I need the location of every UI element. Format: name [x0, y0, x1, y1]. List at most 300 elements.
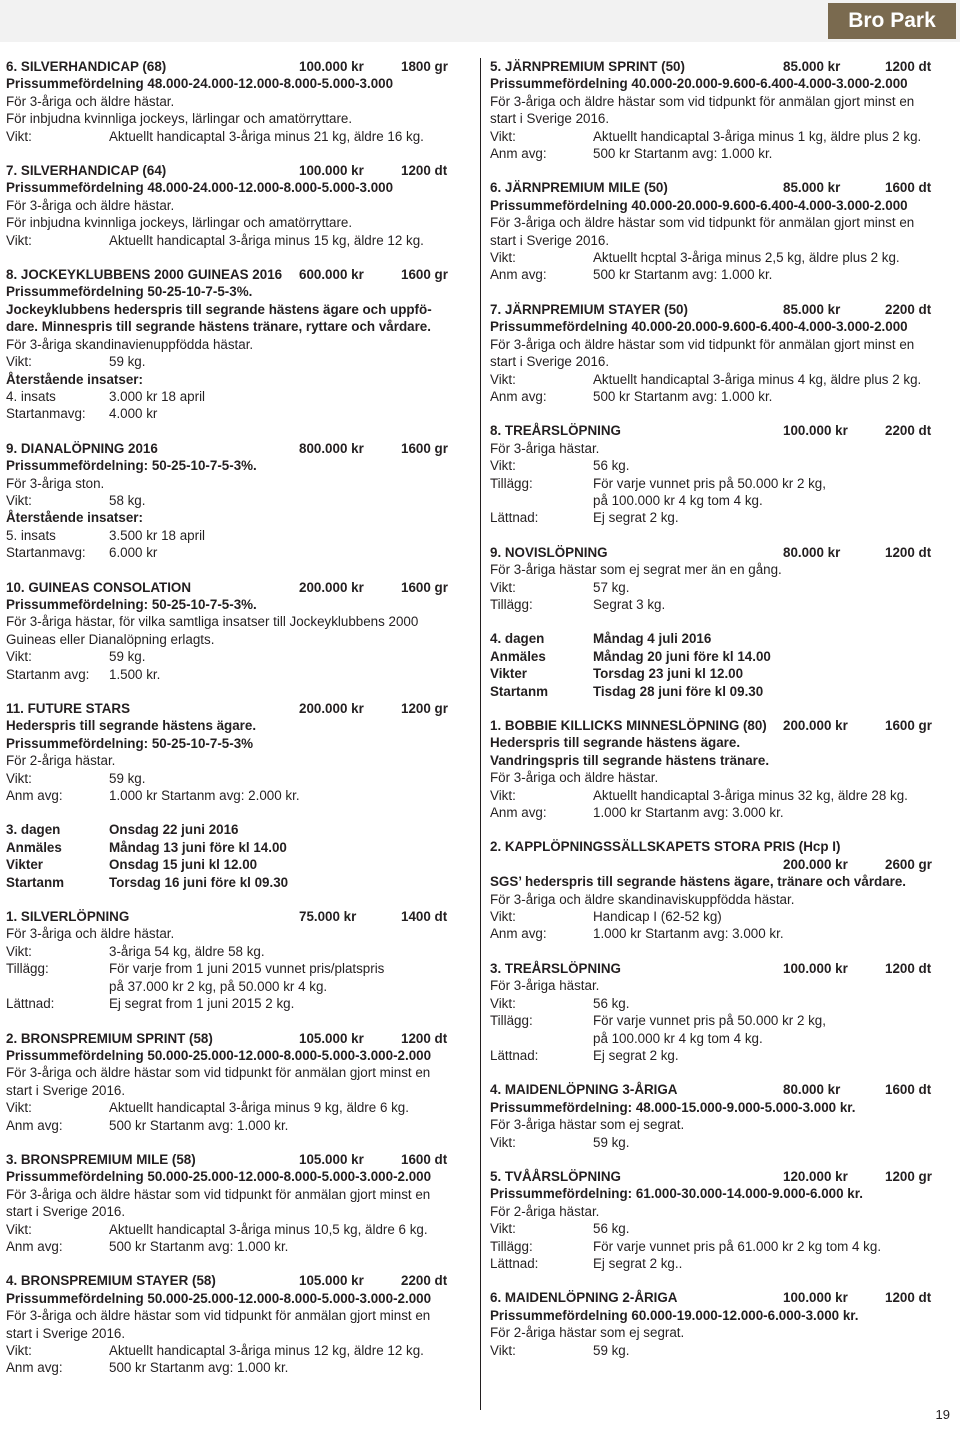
race-distance: 1200 dt — [885, 960, 932, 976]
race-condition-row — [490, 995, 945, 1012]
race-day-label: 4. dagen — [490, 631, 545, 647]
race-prize-info: Jockeyklubbens hederspris till segrande hästens ägare och uppfö- — [6, 301, 432, 317]
race-prize-amount: 105.000 kr — [299, 1151, 364, 1167]
race-condition-row — [490, 804, 945, 821]
condition-value: Ej segrat 2 kg.. — [593, 1255, 683, 1271]
condition-label: Vikt: — [490, 1221, 516, 1237]
condition-value: För varje from 1 juni 2015 vunnet pris/platspris — [109, 961, 385, 977]
condition-value: Aktuellt handicaptal 3-åriga minus 1 kg, äldre plus 2 kg. — [593, 128, 922, 144]
condition-value: på 37.000 kr 2 kg, på 50.000 kr 4 kg. — [109, 978, 328, 994]
race-prize-info: Prissummefördelning: 61.000-30.000-14.000-9.000-6.000 kr. — [490, 1186, 863, 1202]
condition-value: Ej segrat 2 kg. — [593, 510, 679, 526]
race-day-value: Måndag 20 juni före kl 14.00 — [593, 648, 771, 664]
condition-label: Vikt: — [490, 787, 516, 803]
race-distance: 1200 dt — [401, 1030, 448, 1046]
race-prize-info: Prissummefördelning 50-25-10-7-5-3%. — [6, 284, 253, 300]
race-title: 10. GUINEAS CONSOLATION — [6, 579, 192, 595]
race-title: 4. BRONSPREMIUM STAYER (58) — [6, 1273, 216, 1289]
condition-label: Vikt: — [6, 232, 32, 248]
race-condition-row — [490, 1030, 945, 1047]
condition-value: 500 kr Startanm avg: 1.000 kr. — [109, 1117, 289, 1133]
race-condition-row — [6, 787, 461, 804]
race-distance: 1200 dt — [885, 1290, 932, 1306]
race-title: 5. JÄRNPREMIUM SPRINT (50) — [490, 59, 685, 74]
race-title: 7. SILVERHANDICAP (64) — [6, 163, 167, 179]
condition-value: 57 kg. — [593, 579, 630, 595]
race-title-row — [6, 440, 461, 457]
race-description: För 2-åriga hästar. — [490, 1203, 600, 1219]
condition-value: Aktuellt handicaptal 3-åriga minus 32 kg, äldre 28 kg. — [593, 787, 908, 803]
race-distance: 1600 gr — [401, 267, 448, 283]
condition-label: 4. insats — [6, 388, 56, 404]
race-prize-amount: 105.000 kr — [299, 1030, 364, 1046]
race-prize-info: Återstående insatser: — [6, 371, 143, 387]
condition-value: Aktuellt hcptal 3-åriga minus 2,5 kg, äldre plus 2 kg. — [593, 250, 900, 266]
race-condition-row — [6, 128, 461, 145]
condition-label: Vikt: — [6, 770, 32, 786]
condition-value: Ej segrat from 1 juni 2015 2 kg. — [109, 996, 295, 1012]
race-title: 7. JÄRNPREMIUM STAYER (50) — [490, 301, 688, 317]
race-condition-row — [490, 266, 945, 283]
race-prize-amount: 200.000 kr — [783, 856, 848, 872]
race-title: 5. TVÅÅRSLÖPNING — [490, 1168, 621, 1184]
race-block — [6, 1030, 461, 1134]
race-prize-info: Hederspris till segrande hästens ägare. — [6, 718, 257, 734]
race-prize-amount: 600.000 kr — [299, 267, 364, 283]
race-description: För inbjudna kvinnliga jockeys, lärlingar och amatörryttare. — [6, 215, 353, 231]
condition-value: 3.000 kr 18 april — [109, 388, 206, 404]
race-distance: 1200 dt — [885, 59, 932, 74]
race-prize-info: Prissummefördelning 50.000-25.000-12.000-8.000-5.000-3.000-2.000 — [6, 1047, 432, 1063]
race-description: start i Sverige 2016. — [490, 232, 610, 248]
race-description: För 3-åriga och äldre hästar som vid tidpunkt för anmälan gjort minst en — [490, 336, 915, 352]
condition-label: Vikt: — [6, 128, 32, 144]
race-title-row — [6, 700, 461, 717]
condition-label: Vikt: — [6, 354, 32, 370]
race-condition-row — [490, 925, 945, 942]
race-prize-amount: 85.000 kr — [783, 59, 841, 74]
condition-value: på 100.000 kr 4 kg tom 4 kg. — [593, 1030, 763, 1046]
race-description: start i Sverige 2016. — [490, 354, 610, 370]
race-day-block — [490, 630, 945, 700]
race-prize-info: Prissummefördelning 60.000-19.000-12.000-6.000-3.000 kr. — [490, 1307, 859, 1323]
race-condition-row — [6, 232, 461, 249]
race-condition-row — [490, 371, 945, 388]
race-prize-info: Prissummefördelning: 48.000-15.000-9.000-5.000-3.000 kr. — [490, 1099, 856, 1115]
condition-label: Lättnad: — [490, 1047, 539, 1063]
race-title: 3. TREÅRSLÖPNING — [490, 960, 621, 976]
race-day-label: Vikter — [6, 857, 43, 873]
condition-label: Startanmavg: — [6, 406, 86, 422]
race-description: För 3-åriga och äldre skandinaviskuppfödda hästar. — [490, 891, 795, 907]
race-block — [6, 266, 461, 423]
race-prize-amount: 80.000 kr — [783, 544, 841, 560]
race-title-row — [490, 422, 945, 439]
condition-value: 58 kg. — [109, 492, 146, 508]
race-day-value: Torsdag 16 juni före kl 09.30 — [109, 874, 289, 890]
race-prize-info: Prissummefördelning: 50-25-10-7-5-3%. — [6, 458, 257, 474]
condition-value: Aktuellt handicaptal 3-åriga minus 10,5 kg, äldre 6 kg. — [109, 1221, 428, 1237]
race-title-row — [6, 908, 461, 925]
condition-label: Vikt: — [490, 995, 516, 1011]
race-title: 9. NOVISLÖPNING — [490, 544, 608, 560]
race-block — [490, 301, 945, 405]
race-description: För 3-åriga och äldre hästar som vid tidpunkt för anmälan gjort minst en — [6, 1308, 431, 1324]
condition-label: Tillägg: — [490, 475, 533, 491]
race-distance: 1600 gr — [401, 579, 448, 595]
condition-value: Aktuellt handicaptal 3-åriga minus 4 kg, äldre plus 2 kg. — [593, 371, 922, 387]
race-title: 6. SILVERHANDICAP (68) — [6, 59, 167, 74]
race-description: För 3-åriga och äldre hästar som vid tidpunkt för anmälan gjort minst en — [6, 1186, 431, 1202]
race-description: För 3-åriga hästar som ej segrat. — [490, 1117, 685, 1133]
condition-value: Ej segrat 2 kg. — [593, 1047, 679, 1063]
race-day-label: Startanm — [6, 874, 65, 890]
condition-value: 500 kr Startanm avg: 1.000 kr. — [593, 267, 773, 283]
race-block — [490, 717, 945, 821]
race-block — [490, 422, 945, 526]
race-block — [6, 908, 461, 1012]
race-description: start i Sverige 2016. — [490, 111, 610, 127]
race-prize-amount: 100.000 kr — [299, 163, 364, 179]
race-condition-row — [6, 353, 461, 370]
race-title-row — [490, 960, 945, 977]
race-condition-row — [490, 1238, 945, 1255]
condition-label: Vikt: — [6, 1343, 32, 1358]
condition-label: Startanm avg: — [6, 666, 90, 682]
condition-label: Vikt: — [490, 1342, 516, 1358]
condition-value: 56 kg. — [593, 458, 630, 474]
race-condition-row — [6, 995, 461, 1012]
condition-label — [6, 978, 109, 995]
condition-label: Vikt: — [6, 1221, 32, 1237]
condition-label: Vikt: — [490, 909, 516, 925]
race-title-row — [490, 179, 945, 196]
race-day-row — [6, 856, 461, 873]
condition-value: Handicap I (62-52 kg) — [593, 909, 722, 925]
race-condition-row — [490, 1220, 945, 1237]
race-prize-info: Prissummefördelning 40.000-20.000-9.600-6.400-4.000-3.000-2.000 — [490, 319, 908, 335]
race-prize-info: Prissummefördelning: 50-25-10-7-5-3%. — [6, 596, 257, 612]
race-day-value: Onsdag 22 juni 2016 — [109, 822, 239, 838]
condition-value: 6.000 kr — [109, 545, 158, 561]
race-description: För 3-åriga hästar. — [490, 978, 600, 994]
race-condition-row — [6, 1359, 461, 1376]
race-distance: 2200 dt — [401, 1273, 448, 1289]
condition-label: Tillägg: — [490, 1238, 533, 1254]
condition-label — [490, 1030, 593, 1047]
condition-label: Vikt: — [490, 458, 516, 474]
race-condition-row — [490, 1134, 945, 1151]
condition-value: 3-åriga 54 kg, äldre 58 kg. — [109, 943, 265, 959]
race-condition-row — [6, 1099, 461, 1116]
column-divider — [480, 58, 481, 1410]
race-description: start i Sverige 2016. — [6, 1325, 126, 1341]
condition-value: 56 kg. — [593, 995, 630, 1011]
condition-label: Vikt: — [490, 1134, 516, 1150]
condition-value: Aktuellt handicaptal 3-åriga minus 21 kg, äldre 16 kg. — [109, 128, 424, 144]
condition-value: 59 kg. — [593, 1134, 630, 1150]
race-description: För inbjudna kvinnliga jockeys, lärlingar och amatörryttare. — [6, 111, 353, 127]
race-prize-info: Prissummefördelning: 50-25-10-7-5-3% — [6, 735, 254, 751]
condition-value: 500 kr Startanm avg: 1.000 kr. — [593, 146, 773, 162]
race-day-row — [6, 839, 461, 856]
race-condition-row — [490, 145, 945, 162]
race-day-row — [490, 665, 945, 682]
brand-label: Bro Park — [828, 3, 956, 39]
condition-label: Vikt: — [490, 250, 516, 266]
race-prize-amount: 100.000 kr — [783, 960, 848, 976]
race-title-row — [490, 717, 945, 734]
race-block — [6, 1151, 461, 1255]
condition-value: 1.000 kr Startanm avg: 3.000 kr. — [593, 926, 784, 942]
race-description: För 3-åriga och äldre hästar. — [6, 197, 175, 213]
race-condition-row — [490, 579, 945, 596]
race-title-row — [490, 1081, 945, 1098]
race-title-row — [490, 58, 945, 75]
race-title-prize — [490, 856, 945, 873]
race-block — [6, 579, 461, 683]
race-day-row — [6, 874, 461, 891]
condition-value: 1.500 kr. — [109, 666, 161, 682]
race-day-label: Vikter — [490, 666, 527, 682]
race-prize-amount: 200.000 kr — [299, 579, 364, 595]
race-block — [490, 838, 945, 942]
race-block — [6, 58, 461, 145]
race-condition-row — [6, 388, 461, 405]
race-title: 3. BRONSPREMIUM MILE (58) — [6, 1151, 196, 1167]
race-title-row — [6, 266, 461, 283]
race-condition-row — [490, 475, 945, 492]
race-day-value: Måndag 4 juli 2016 — [593, 631, 712, 647]
race-title: 11. FUTURE STARS — [6, 701, 131, 716]
condition-label: Tillägg: — [6, 961, 49, 977]
race-condition-row — [490, 908, 945, 925]
race-day-value: Onsdag 15 juni kl 12.00 — [109, 857, 258, 873]
race-description: Guineas eller Dianalöpning erlagts. — [6, 631, 215, 647]
condition-value: 500 kr Startanm avg: 1.000 kr. — [109, 1360, 289, 1376]
race-title-row — [6, 1151, 461, 1168]
race-description: För 3-åriga och äldre hästar. — [490, 770, 659, 786]
condition-value: 59 kg. — [593, 1342, 630, 1358]
right-column — [490, 58, 945, 1376]
race-block — [6, 162, 461, 249]
race-condition-row — [6, 405, 461, 422]
race-prize-amount: 80.000 kr — [783, 1082, 841, 1098]
race-distance: 2600 gr — [885, 856, 932, 872]
condition-label: Vikt: — [6, 1100, 32, 1116]
race-distance: 1600 gr — [401, 440, 448, 456]
condition-label: Anm avg: — [6, 1360, 63, 1376]
race-description: För 3-åriga och äldre hästar som vid tidpunkt för anmälan gjort minst en — [490, 215, 915, 231]
condition-label: Tillägg: — [490, 1013, 533, 1029]
race-condition-row — [490, 1342, 945, 1359]
race-condition-row — [6, 666, 461, 683]
race-title-row — [6, 1030, 461, 1047]
race-block — [6, 700, 461, 804]
race-condition-row — [490, 128, 945, 145]
condition-label: Anm avg: — [490, 926, 547, 942]
race-title-row — [490, 544, 945, 561]
race-title: 1. SILVERLÖPNING — [6, 909, 130, 925]
race-title: 4. MAIDENLÖPNING 3-ÅRIGA — [490, 1082, 678, 1098]
race-condition-row — [490, 596, 945, 613]
race-distance: 1600 gr — [885, 718, 932, 733]
race-prize-amount: 75.000 kr — [299, 909, 357, 925]
race-block — [490, 544, 945, 614]
race-distance: 1200 gr — [885, 1168, 932, 1184]
condition-value: 500 kr Startanm avg: 1.000 kr. — [109, 1238, 289, 1254]
race-condition-row — [490, 249, 945, 266]
race-condition-row — [490, 457, 945, 474]
race-title-row — [490, 301, 945, 318]
left-column — [6, 58, 461, 1394]
condition-value: Segrat 3 kg. — [593, 596, 666, 612]
race-title: 8. TREÅRSLÖPNING — [490, 423, 621, 439]
race-title: 8. JOCKEYKLUBBENS 2000 GUINEAS 2016 — [6, 267, 283, 283]
race-condition-row — [490, 492, 945, 509]
race-block — [490, 1289, 945, 1359]
race-description: För 3-åriga och äldre hästar. — [6, 926, 175, 942]
race-day-row — [490, 648, 945, 665]
race-day-value: Tisdag 28 juni före kl 09.30 — [593, 683, 764, 699]
condition-value: 1.000 kr Startanm avg: 2.000 kr. — [109, 788, 300, 804]
race-day-value: Torsdag 23 juni kl 12.00 — [593, 666, 744, 682]
condition-label: Anm avg: — [6, 788, 63, 804]
race-block — [6, 1272, 461, 1376]
race-condition-row — [6, 544, 461, 561]
race-title-row — [6, 1272, 461, 1289]
race-prize-info: Prissummefördelning 50.000-25.000-12.000-8.000-5.000-3.000-2.000 — [6, 1169, 432, 1185]
race-block — [490, 1081, 945, 1151]
race-description: För 3-åriga och äldre hästar som vid tidpunkt för anmälan gjort minst en — [6, 1065, 431, 1081]
race-prize-info: Prissummefördelning 48.000-24.000-12.000-8.000-5.000-3.000 — [6, 76, 394, 92]
condition-label: Anm avg: — [490, 388, 547, 404]
condition-value: 59 kg. — [109, 770, 146, 786]
race-day-row — [490, 630, 945, 647]
race-title: 6. MAIDENLÖPNING 2-ÅRIGA — [490, 1290, 678, 1306]
race-distance: 2200 dt — [885, 423, 932, 439]
race-distance: 1600 dt — [885, 180, 932, 196]
race-condition-row — [490, 388, 945, 405]
race-distance: 1800 gr — [401, 59, 448, 74]
race-block — [490, 1168, 945, 1272]
condition-value: 3.500 kr 18 april — [109, 527, 206, 543]
race-condition-row — [490, 1047, 945, 1064]
race-description: För 3-åriga och äldre hästar. — [6, 93, 175, 109]
race-condition-row — [490, 787, 945, 804]
race-condition-row — [6, 527, 461, 544]
race-condition-row — [6, 770, 461, 787]
race-prize-info: Prissummefördelning 40.000-20.000-9.600-6.400-4.000-3.000-2.000 — [490, 197, 908, 213]
race-prize-amount: 200.000 kr — [299, 701, 364, 716]
race-title-row — [6, 579, 461, 596]
race-day-value: Måndag 13 juni före kl 14.00 — [109, 839, 287, 855]
race-title-row — [490, 1168, 945, 1185]
race-title-row — [490, 1289, 945, 1306]
race-title: 9. DIANALÖPNING 2016 — [6, 440, 158, 456]
race-description: För 3-åriga ston. — [6, 475, 105, 491]
condition-label: Tillägg: — [490, 596, 533, 612]
race-description: start i Sverige 2016. — [6, 1082, 126, 1098]
race-condition-row — [6, 1342, 461, 1359]
race-prize-info: Prissummefördelning 48.000-24.000-12.000-8.000-5.000-3.000 — [6, 180, 394, 196]
page-number: 19 — [935, 1407, 950, 1422]
race-prize-amount: 100.000 kr — [783, 423, 848, 439]
race-prize-info: SGS’ hederspris till segrande hästens ägare, tränare och vårdare. — [490, 874, 907, 890]
race-prize-info: Prissummefördelning 40.000-20.000-9.600-6.400-4.000-3.000-2.000 — [490, 76, 908, 92]
condition-value: 500 kr Startanm avg: 1.000 kr. — [593, 388, 773, 404]
condition-label: Vikt: — [6, 492, 32, 508]
race-distance: 1200 gr — [401, 701, 448, 716]
race-condition-row — [6, 1117, 461, 1134]
race-description: För 3-åriga hästar. — [490, 440, 600, 456]
condition-label — [490, 492, 593, 509]
condition-value: För varje vunnet pris på 61.000 kr 2 kg tom 4 kg. — [593, 1238, 882, 1254]
race-condition-row — [490, 1012, 945, 1029]
condition-value: För varje vunnet pris på 50.000 kr 2 kg, — [593, 1013, 826, 1029]
race-day-row — [6, 821, 461, 838]
race-prize-amount: 120.000 kr — [783, 1168, 848, 1184]
race-prize-info: Hederspris till segrande hästens ägare. — [490, 735, 741, 751]
race-title-row — [6, 162, 461, 179]
condition-label: Anm avg: — [6, 1238, 63, 1254]
condition-value: 59 kg. — [109, 649, 146, 665]
race-title: 2. BRONSPREMIUM SPRINT (58) — [6, 1030, 213, 1046]
race-block — [6, 440, 461, 562]
race-distance: 1200 dt — [885, 544, 932, 560]
race-distance: 1400 dt — [401, 909, 448, 925]
race-condition-row — [490, 509, 945, 526]
race-block — [490, 58, 945, 162]
condition-label: Anm avg: — [6, 1117, 63, 1133]
condition-label: Vikt: — [6, 943, 32, 959]
race-day-label: Anmäles — [490, 648, 546, 664]
race-condition-row — [6, 978, 461, 995]
race-day-row — [490, 683, 945, 700]
condition-value: 4.000 kr — [109, 406, 158, 422]
race-description: För 3-åriga skandinavienuppfödda hästar. — [6, 336, 254, 352]
race-title-row — [6, 58, 461, 75]
race-distance: 1600 dt — [885, 1082, 932, 1098]
race-description: För 2-åriga hästar som ej segrat. — [490, 1325, 685, 1341]
condition-value: Aktuellt handicaptal 3-åriga minus 15 kg, äldre 12 kg. — [109, 232, 424, 248]
condition-label: Vikt: — [490, 371, 516, 387]
condition-label: Lättnad: — [6, 996, 55, 1012]
race-title: 2. KAPPLÖPNINGSSÄLLSKAPETS STORA PRIS (Hcp I) — [490, 839, 841, 855]
condition-value: För varje vunnet pris på 50.000 kr 2 kg, — [593, 475, 826, 491]
condition-label: Vikt: — [6, 649, 32, 665]
race-prize-amount: 105.000 kr — [299, 1273, 364, 1289]
race-block — [490, 960, 945, 1064]
condition-label: Startanmavg: — [6, 545, 86, 561]
race-prize-info: Återstående insatser: — [6, 510, 143, 526]
race-condition-row — [6, 960, 461, 977]
race-title: 1. BOBBIE KILLICKS MINNESLÖPNING (80) — [490, 718, 767, 733]
race-prize-amount: 200.000 kr — [783, 718, 848, 733]
condition-label: Lättnad: — [490, 510, 539, 526]
race-description: För 2-åriga hästar. — [6, 753, 116, 769]
race-day-label: 3. dagen — [6, 822, 61, 838]
condition-label: Anm avg: — [490, 146, 547, 162]
condition-label: 5. insats — [6, 527, 56, 543]
race-prize-amount: 100.000 kr — [783, 1290, 848, 1306]
race-description: start i Sverige 2016. — [6, 1204, 126, 1220]
race-prize-info: Vandringspris till segrande hästens tränare. — [490, 752, 770, 768]
condition-value: på 100.000 kr 4 kg tom 4 kg. — [593, 492, 763, 508]
condition-value: 56 kg. — [593, 1221, 630, 1237]
race-day-label: Anmäles — [6, 839, 62, 855]
race-condition-row — [6, 492, 461, 509]
